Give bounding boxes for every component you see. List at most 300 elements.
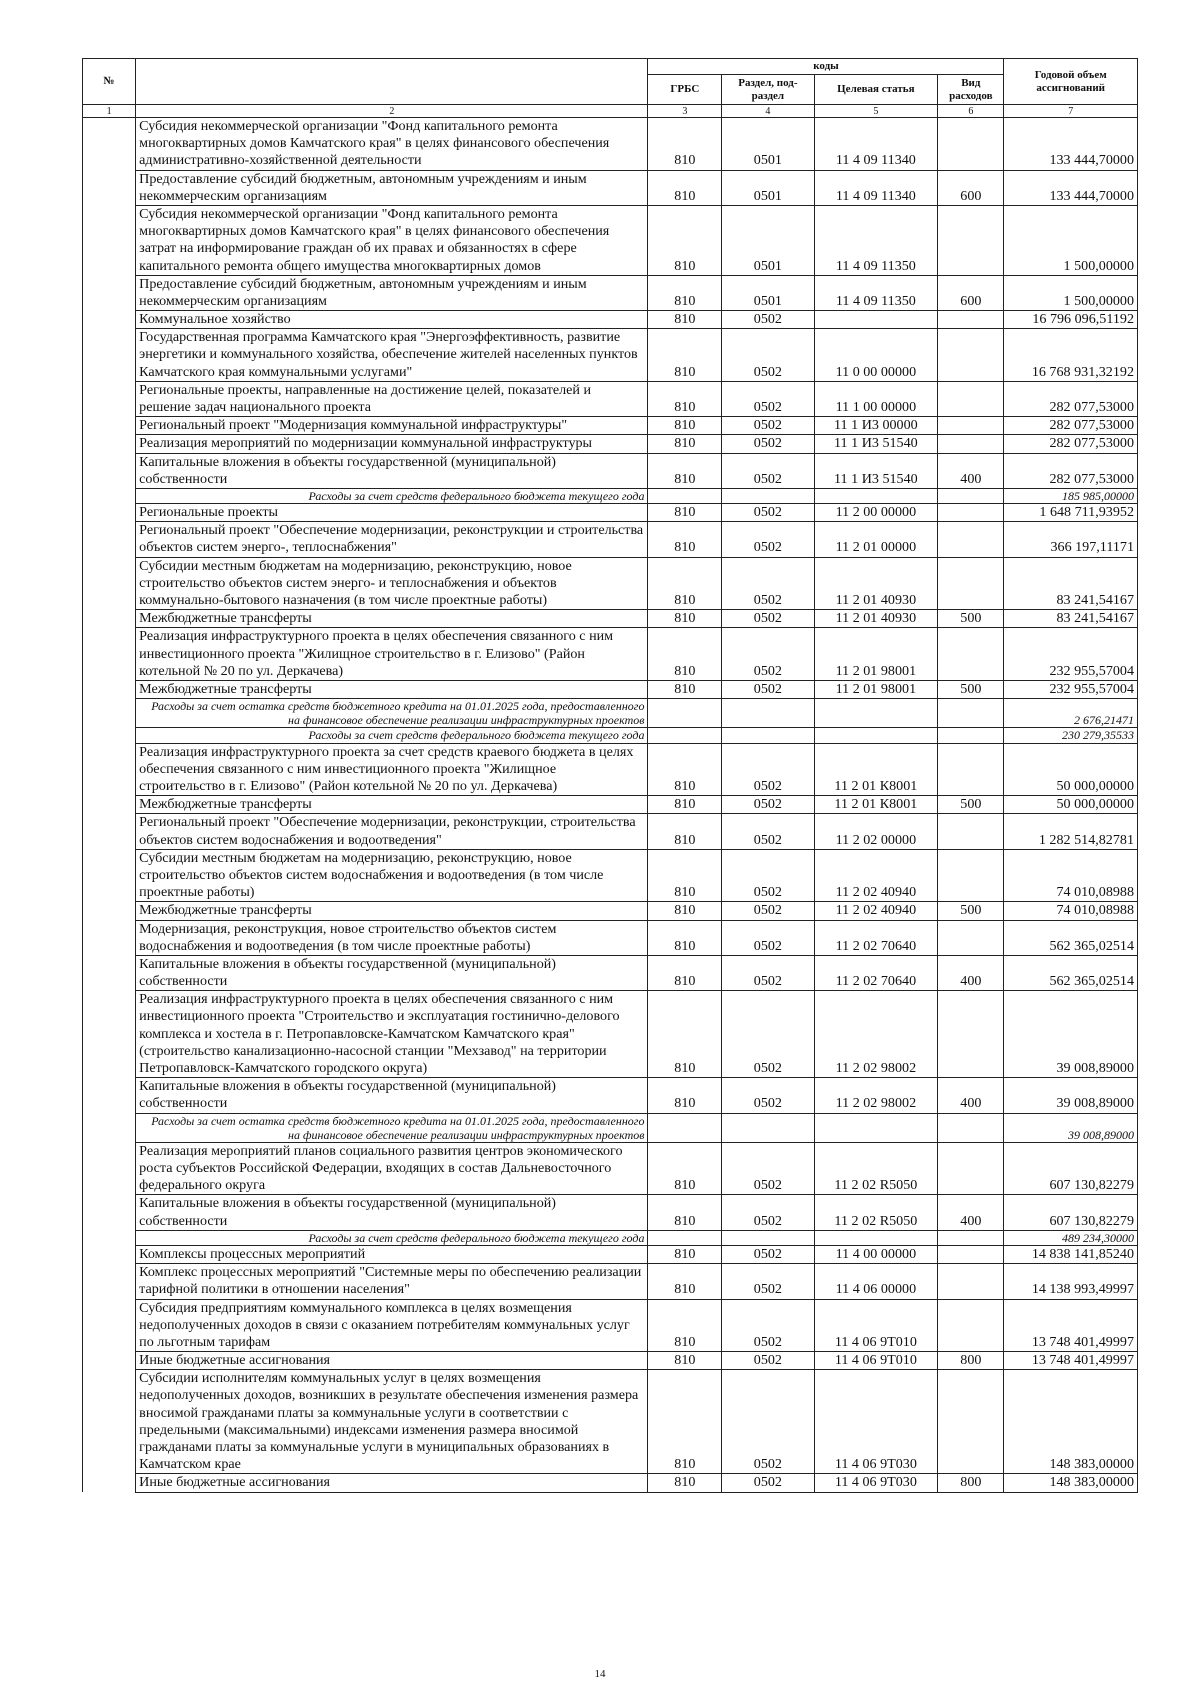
row-name-cell: Расходы за счет средств федерального бюджета текущего года (136, 728, 648, 743)
row-expense-type-cell (938, 1230, 1004, 1245)
row-grbs-cell (648, 488, 722, 503)
row-amount-cell: 607 130,82279 (1004, 1142, 1138, 1195)
row-expense-type-cell: 800 (938, 1352, 1004, 1370)
row-number-cell (83, 991, 136, 1078)
row-name-cell: Межбюджетные трансферты (136, 680, 648, 698)
row-target-cell: 11 2 01 К8001 (814, 796, 938, 814)
row-name-cell: Расходы за счет средств федерального бюджета текущего года (136, 488, 648, 503)
column-numbers-row (83, 105, 1138, 118)
row-grbs-cell: 810 (648, 628, 722, 681)
budget-table-page (82, 58, 1138, 1493)
row-number-cell (83, 628, 136, 681)
header-annual: Годовой объем ассигнований (1004, 59, 1138, 105)
row-name-cell: Межбюджетные трансферты (136, 610, 648, 628)
table-row (83, 920, 1138, 955)
budget-allocations-table (82, 58, 1138, 1493)
row-amount-cell: 185 985,00000 (1004, 488, 1138, 503)
row-target-cell: 11 2 02 70640 (814, 955, 938, 990)
row-section-cell: 0502 (722, 1352, 814, 1370)
row-grbs-cell: 810 (648, 1078, 722, 1113)
row-grbs-cell: 810 (648, 991, 722, 1078)
row-name-cell: Региональный проект "Обеспечение модернизации, реконструкции, строительства объектов систем водоснабжения и водоотведения" (136, 814, 648, 849)
row-number-cell (83, 1142, 136, 1195)
row-target-cell: 11 1 И3 51540 (814, 453, 938, 488)
table-row (83, 680, 1138, 698)
row-expense-type-cell (938, 849, 1004, 902)
row-expense-type-cell: 500 (938, 796, 1004, 814)
row-target-cell: 11 4 06 9Т030 (814, 1370, 938, 1474)
row-amount-cell: 562 365,02514 (1004, 920, 1138, 955)
row-grbs-cell: 810 (648, 814, 722, 849)
row-expense-type-cell (938, 118, 1004, 171)
row-grbs-cell: 810 (648, 435, 722, 453)
row-target-cell: 11 4 06 9Т010 (814, 1352, 938, 1370)
row-amount-cell: 133 444,70000 (1004, 118, 1138, 171)
row-target-cell: 11 1 00 00000 (814, 381, 938, 416)
row-grbs-cell: 810 (648, 1352, 722, 1370)
row-name-cell: Субсидии местным бюджетам на модернизацию, реконструкцию, новое строительство объектов систем водоснабжения и водоотведения (в том числе проектные работы) (136, 849, 648, 902)
row-name-cell: Реализация мероприятий по модернизации коммунальной инфраструктуры (136, 435, 648, 453)
row-name-cell: Капитальные вложения в объекты государственной (муниципальной) собственности (136, 955, 648, 990)
row-target-cell (814, 488, 938, 503)
row-grbs-cell: 810 (648, 902, 722, 920)
row-target-cell: 11 2 02 40940 (814, 902, 938, 920)
row-number-cell (83, 1264, 136, 1299)
row-amount-cell: 562 365,02514 (1004, 955, 1138, 990)
row-grbs-cell: 810 (648, 743, 722, 796)
page-number: 14 (594, 1668, 606, 1680)
header-codes: коды (648, 59, 1004, 75)
row-section-cell: 0502 (722, 311, 814, 329)
row-section-cell: 0502 (722, 610, 814, 628)
row-number-cell (83, 849, 136, 902)
row-expense-type-cell: 500 (938, 680, 1004, 698)
table-row (83, 329, 1138, 382)
row-name-cell: Субсидии местным бюджетам на модернизацию, реконструкцию, новое строительство объектов систем энерго- и теплоснабжения и объектов коммунально-бытового назначения (в том числе проектные работы) (136, 557, 648, 610)
row-amount-cell: 39 008,89000 (1004, 1113, 1138, 1142)
row-number-cell (83, 1370, 136, 1474)
row-section-cell: 0502 (722, 1195, 814, 1230)
row-grbs-cell: 810 (648, 275, 722, 310)
row-target-cell: 11 2 02 98002 (814, 991, 938, 1078)
row-grbs-cell: 810 (648, 170, 722, 205)
column-number: 2 (136, 105, 648, 118)
row-section-cell: 0502 (722, 743, 814, 796)
row-amount-cell: 1 282 514,82781 (1004, 814, 1138, 849)
row-number-cell (83, 118, 136, 171)
row-target-cell: 11 2 02 98002 (814, 1078, 938, 1113)
table-row (83, 557, 1138, 610)
row-number-cell (83, 680, 136, 698)
row-target-cell: 11 2 00 00000 (814, 504, 938, 522)
row-target-cell: 11 4 00 00000 (814, 1245, 938, 1263)
row-name-cell: Капитальные вложения в объекты государственной (муниципальной) собственности (136, 1195, 648, 1230)
row-name-cell: Модернизация, реконструкция, новое строительство объектов систем водоснабжения и водоотведения (в том числе проектные работы) (136, 920, 648, 955)
row-section-cell: 0502 (722, 680, 814, 698)
row-grbs-cell: 810 (648, 557, 722, 610)
row-amount-cell: 282 077,53000 (1004, 417, 1138, 435)
row-target-cell (814, 699, 938, 728)
row-target-cell: 11 4 06 9Т030 (814, 1474, 938, 1492)
table-row (83, 743, 1138, 796)
table-row (83, 814, 1138, 849)
row-expense-type-cell (938, 435, 1004, 453)
row-target-cell: 11 1 И3 00000 (814, 417, 938, 435)
row-number-cell (83, 728, 136, 743)
row-grbs-cell (648, 1230, 722, 1245)
row-target-cell: 11 2 02 00000 (814, 814, 938, 849)
row-amount-cell: 148 383,00000 (1004, 1370, 1138, 1474)
row-number-cell (83, 522, 136, 557)
row-expense-type-cell: 400 (938, 1078, 1004, 1113)
row-target-cell: 11 2 01 К8001 (814, 743, 938, 796)
row-number-cell (83, 796, 136, 814)
row-number-cell (83, 1245, 136, 1263)
row-name-cell: Реализация инфраструктурного проекта в целях обеспечения связанного с ним инвестиционного проекта "Строительство и эксплуатация гостинично-делового комплекса и хостела в г. Петропавловске-Камчатском Камчатского края" (строительство канализационно-насосной станции "Мехзавод" на территории Петропавловск-Камчатского городского округа) (136, 991, 648, 1078)
row-number-cell (83, 557, 136, 610)
table-row (83, 275, 1138, 310)
row-grbs-cell: 810 (648, 417, 722, 435)
row-amount-cell: 50 000,00000 (1004, 796, 1138, 814)
row-section-cell: 0502 (722, 1370, 814, 1474)
table-row (83, 955, 1138, 990)
row-amount-cell: 148 383,00000 (1004, 1474, 1138, 1492)
row-amount-cell: 13 748 401,49997 (1004, 1352, 1138, 1370)
row-number-cell (83, 488, 136, 503)
row-expense-type-cell: 400 (938, 453, 1004, 488)
row-section-cell: 0502 (722, 955, 814, 990)
row-amount-cell: 489 234,30000 (1004, 1230, 1138, 1245)
table-row (83, 849, 1138, 902)
row-section-cell: 0501 (722, 118, 814, 171)
row-expense-type-cell (938, 522, 1004, 557)
row-expense-type-cell (938, 1245, 1004, 1263)
row-expense-type-cell (938, 991, 1004, 1078)
row-target-cell: 11 4 09 11350 (814, 205, 938, 275)
row-number-cell (83, 311, 136, 329)
header-target: Целевая статья (814, 75, 938, 105)
row-number-cell (83, 955, 136, 990)
row-expense-type-cell (938, 814, 1004, 849)
row-number-cell (83, 1474, 136, 1492)
header-name (136, 59, 648, 105)
row-section-cell: 0502 (722, 902, 814, 920)
row-target-cell (814, 1113, 938, 1142)
row-amount-cell: 74 010,08988 (1004, 849, 1138, 902)
row-grbs-cell: 810 (648, 920, 722, 955)
row-expense-type-cell (938, 1113, 1004, 1142)
note-row (83, 1230, 1138, 1245)
row-grbs-cell: 810 (648, 1142, 722, 1195)
row-target-cell: 11 2 01 40930 (814, 610, 938, 628)
row-name-cell: Капитальные вложения в объекты государственной (муниципальной) собственности (136, 453, 648, 488)
row-expense-type-cell (938, 205, 1004, 275)
table-row (83, 991, 1138, 1078)
row-number-cell (83, 902, 136, 920)
row-amount-cell: 230 279,35533 (1004, 728, 1138, 743)
row-number-cell (83, 329, 136, 382)
row-target-cell: 11 2 01 98001 (814, 680, 938, 698)
row-expense-type-cell (938, 488, 1004, 503)
row-target-cell: 11 4 09 11350 (814, 275, 938, 310)
row-number-cell (83, 814, 136, 849)
table-row (83, 118, 1138, 171)
row-section-cell: 0502 (722, 329, 814, 382)
row-expense-type-cell: 600 (938, 275, 1004, 310)
row-target-cell: 11 0 00 00000 (814, 329, 938, 382)
row-section-cell (722, 1113, 814, 1142)
row-number-cell (83, 1352, 136, 1370)
row-number-cell (83, 920, 136, 955)
table-row (83, 170, 1138, 205)
row-name-cell: Межбюджетные трансферты (136, 796, 648, 814)
table-row (83, 435, 1138, 453)
column-number: 3 (648, 105, 722, 118)
row-section-cell: 0502 (722, 814, 814, 849)
row-number-cell (83, 453, 136, 488)
row-target-cell: 11 2 01 00000 (814, 522, 938, 557)
row-grbs-cell: 810 (648, 1195, 722, 1230)
header-grbs: ГРБС (648, 75, 722, 105)
row-target-cell: 11 1 И3 51540 (814, 435, 938, 453)
header-section: Раздел, под-раздел (722, 75, 814, 105)
row-expense-type-cell (938, 1370, 1004, 1474)
row-name-cell: Предоставление субсидий бюджетным, автономным учреждениям и иным некоммерческим организациям (136, 275, 648, 310)
row-amount-cell: 14 138 993,49997 (1004, 1264, 1138, 1299)
note-row (83, 1113, 1138, 1142)
column-number: 4 (722, 105, 814, 118)
row-name-cell: Субсидия предприятиям коммунального комплекса в целях возмещения недополученных доходов в связи с оказанием потребителям коммунальных услуг по льготным тарифам (136, 1299, 648, 1352)
table-row (83, 205, 1138, 275)
note-row (83, 728, 1138, 743)
row-name-cell: Межбюджетные трансферты (136, 902, 648, 920)
row-number-cell (83, 610, 136, 628)
row-section-cell: 0502 (722, 849, 814, 902)
row-amount-cell: 83 241,54167 (1004, 557, 1138, 610)
row-grbs-cell: 810 (648, 381, 722, 416)
row-number-cell (83, 275, 136, 310)
column-number: 6 (938, 105, 1004, 118)
row-grbs-cell (648, 699, 722, 728)
row-amount-cell: 16 768 931,32192 (1004, 329, 1138, 382)
row-number-cell (83, 1113, 136, 1142)
row-name-cell: Расходы за счет остатка средств бюджетного кредита на 01.01.2025 года, предоставленного на финансовое обеспечение реализации инфраструктурных проектов (136, 1113, 648, 1142)
header-num: № (83, 59, 136, 105)
row-grbs-cell (648, 1113, 722, 1142)
row-name-cell: Комплексы процессных мероприятий (136, 1245, 648, 1263)
table-row (83, 628, 1138, 681)
row-section-cell: 0502 (722, 1078, 814, 1113)
row-expense-type-cell (938, 628, 1004, 681)
note-row (83, 488, 1138, 503)
row-expense-type-cell: 800 (938, 1474, 1004, 1492)
row-amount-cell: 13 748 401,49997 (1004, 1299, 1138, 1352)
row-expense-type-cell: 400 (938, 955, 1004, 990)
row-name-cell: Капитальные вложения в объекты государственной (муниципальной) собственности (136, 1078, 648, 1113)
row-expense-type-cell (938, 417, 1004, 435)
table-row (83, 1195, 1138, 1230)
column-number: 5 (814, 105, 938, 118)
row-number-cell (83, 170, 136, 205)
row-grbs-cell: 810 (648, 205, 722, 275)
row-name-cell: Региональный проект "Модернизация коммунальной инфраструктуры" (136, 417, 648, 435)
row-amount-cell: 83 241,54167 (1004, 610, 1138, 628)
row-amount-cell: 74 010,08988 (1004, 902, 1138, 920)
table-header (83, 59, 1138, 118)
row-section-cell: 0501 (722, 205, 814, 275)
table-row (83, 504, 1138, 522)
row-number-cell (83, 504, 136, 522)
row-grbs-cell: 810 (648, 1264, 722, 1299)
row-section-cell: 0502 (722, 796, 814, 814)
row-section-cell (722, 488, 814, 503)
row-section-cell: 0502 (722, 1264, 814, 1299)
row-grbs-cell (648, 728, 722, 743)
row-expense-type-cell: 400 (938, 1195, 1004, 1230)
row-target-cell (814, 311, 938, 329)
row-amount-cell: 1 500,00000 (1004, 205, 1138, 275)
row-amount-cell: 232 955,57004 (1004, 628, 1138, 681)
row-section-cell: 0502 (722, 991, 814, 1078)
row-section-cell: 0502 (722, 1474, 814, 1492)
row-grbs-cell: 810 (648, 1299, 722, 1352)
table-row (83, 1245, 1138, 1263)
row-target-cell: 11 4 09 11340 (814, 170, 938, 205)
row-amount-cell: 16 796 096,51192 (1004, 311, 1138, 329)
row-amount-cell: 1 500,00000 (1004, 275, 1138, 310)
table-row (83, 522, 1138, 557)
row-section-cell: 0502 (722, 1299, 814, 1352)
row-section-cell: 0501 (722, 275, 814, 310)
row-expense-type-cell (938, 557, 1004, 610)
row-target-cell (814, 728, 938, 743)
row-target-cell (814, 1230, 938, 1245)
row-amount-cell: 282 077,53000 (1004, 453, 1138, 488)
row-number-cell (83, 1230, 136, 1245)
row-expense-type-cell: 500 (938, 902, 1004, 920)
table-row (83, 1352, 1138, 1370)
table-row (83, 381, 1138, 416)
row-expense-type-cell (938, 1264, 1004, 1299)
row-amount-cell: 2 676,21471 (1004, 699, 1138, 728)
row-amount-cell: 39 008,89000 (1004, 1078, 1138, 1113)
row-expense-type-cell (938, 728, 1004, 743)
row-section-cell: 0502 (722, 557, 814, 610)
header-expense-type: Вид расходов (938, 75, 1004, 105)
row-grbs-cell: 810 (648, 522, 722, 557)
row-expense-type-cell (938, 311, 1004, 329)
row-name-cell: Региональные проекты (136, 504, 648, 522)
table-row (83, 453, 1138, 488)
table-body (83, 118, 1138, 1493)
row-target-cell: 11 4 06 9Т010 (814, 1299, 938, 1352)
row-grbs-cell: 810 (648, 1370, 722, 1474)
row-expense-type-cell (938, 743, 1004, 796)
table-row (83, 1078, 1138, 1113)
row-target-cell: 11 2 02 R5050 (814, 1142, 938, 1195)
row-section-cell: 0502 (722, 453, 814, 488)
row-expense-type-cell: 500 (938, 610, 1004, 628)
row-number-cell (83, 743, 136, 796)
column-number: 1 (83, 105, 136, 118)
row-name-cell: Реализация инфраструктурного проекта за счет средств краевого бюджета в целях обеспечения связанного с ним инвестиционного проекта "Жилищное строительство в г. Елизово" (Район котельной № 20 по ул. Деркачева) (136, 743, 648, 796)
table-row (83, 902, 1138, 920)
row-grbs-cell: 810 (648, 610, 722, 628)
row-section-cell: 0502 (722, 504, 814, 522)
row-amount-cell: 366 197,11171 (1004, 522, 1138, 557)
row-amount-cell: 232 955,57004 (1004, 680, 1138, 698)
row-amount-cell: 607 130,82279 (1004, 1195, 1138, 1230)
row-expense-type-cell (938, 381, 1004, 416)
row-amount-cell: 1 648 711,93952 (1004, 504, 1138, 522)
row-name-cell: Субсидии исполнителям коммунальных услуг в целях возмещения недополученных доходов, возникших в результате обеспечения изменения размера вносимой гражданами платы за коммунальные услуги в соответствии с предельными (максимальными) индексами изменения размера вносимой гражданами платы за коммунальные услуги в муниципальных образованиях в Камчатском крае (136, 1370, 648, 1474)
row-name-cell: Иные бюджетные ассигнования (136, 1474, 648, 1492)
row-target-cell: 11 2 02 70640 (814, 920, 938, 955)
row-target-cell: 11 2 01 40930 (814, 557, 938, 610)
row-name-cell: Предоставление субсидий бюджетным, автономным учреждениям и иным некоммерческим организациям (136, 170, 648, 205)
row-number-cell (83, 699, 136, 728)
row-section-cell: 0502 (722, 628, 814, 681)
row-expense-type-cell (938, 1142, 1004, 1195)
row-grbs-cell: 810 (648, 849, 722, 902)
row-number-cell (83, 381, 136, 416)
row-expense-type-cell: 600 (938, 170, 1004, 205)
row-target-cell: 11 2 01 98001 (814, 628, 938, 681)
row-amount-cell: 282 077,53000 (1004, 435, 1138, 453)
table-row (83, 1299, 1138, 1352)
row-amount-cell: 39 008,89000 (1004, 991, 1138, 1078)
row-amount-cell: 14 838 141,85240 (1004, 1245, 1138, 1263)
row-number-cell (83, 1195, 136, 1230)
row-amount-cell: 50 000,00000 (1004, 743, 1138, 796)
row-section-cell (722, 1230, 814, 1245)
row-section-cell (722, 728, 814, 743)
row-number-cell (83, 1299, 136, 1352)
row-grbs-cell: 810 (648, 1474, 722, 1492)
row-grbs-cell: 810 (648, 796, 722, 814)
table-row (83, 1264, 1138, 1299)
row-section-cell: 0502 (722, 1245, 814, 1263)
row-name-cell: Субсидия некоммерческой организации "Фонд капитального ремонта многоквартирных домов Камчатского края" в целях финансового обеспечения административно-хозяйственной деятельности (136, 118, 648, 171)
row-grbs-cell: 810 (648, 453, 722, 488)
row-target-cell: 11 4 06 00000 (814, 1264, 938, 1299)
row-amount-cell: 282 077,53000 (1004, 381, 1138, 416)
row-section-cell: 0501 (722, 170, 814, 205)
row-name-cell: Комплекс процессных мероприятий "Системные меры по обеспечению реализации тарифной политики в отношении населения" (136, 1264, 648, 1299)
row-expense-type-cell (938, 504, 1004, 522)
table-row (83, 1370, 1138, 1474)
table-row (83, 796, 1138, 814)
row-expense-type-cell (938, 699, 1004, 728)
row-number-cell (83, 417, 136, 435)
row-grbs-cell: 810 (648, 504, 722, 522)
row-name-cell: Расходы за счет средств федерального бюджета текущего года (136, 1230, 648, 1245)
column-number: 7 (1004, 105, 1138, 118)
row-target-cell: 11 2 02 40940 (814, 849, 938, 902)
table-row (83, 417, 1138, 435)
row-grbs-cell: 810 (648, 329, 722, 382)
row-name-cell: Региональный проект "Обеспечение модернизации, реконструкции и строительства объектов систем энерго-, теплоснабжения" (136, 522, 648, 557)
row-name-cell: Субсидия некоммерческой организации "Фонд капитального ремонта многоквартирных домов Камчатского края" в целях финансового обеспечения затрат на информирование граждан об их правах и обязанностях в сфере капитального ремонта общего имущества многоквартирных домов (136, 205, 648, 275)
row-grbs-cell: 810 (648, 680, 722, 698)
row-name-cell: Расходы за счет остатка средств бюджетного кредита на 01.01.2025 года, предоставленного на финансовое обеспечение реализации инфраструктурных проектов (136, 699, 648, 728)
row-number-cell (83, 205, 136, 275)
row-number-cell (83, 435, 136, 453)
row-target-cell: 11 4 09 11340 (814, 118, 938, 171)
row-section-cell: 0502 (722, 1142, 814, 1195)
row-expense-type-cell (938, 920, 1004, 955)
table-row (83, 311, 1138, 329)
